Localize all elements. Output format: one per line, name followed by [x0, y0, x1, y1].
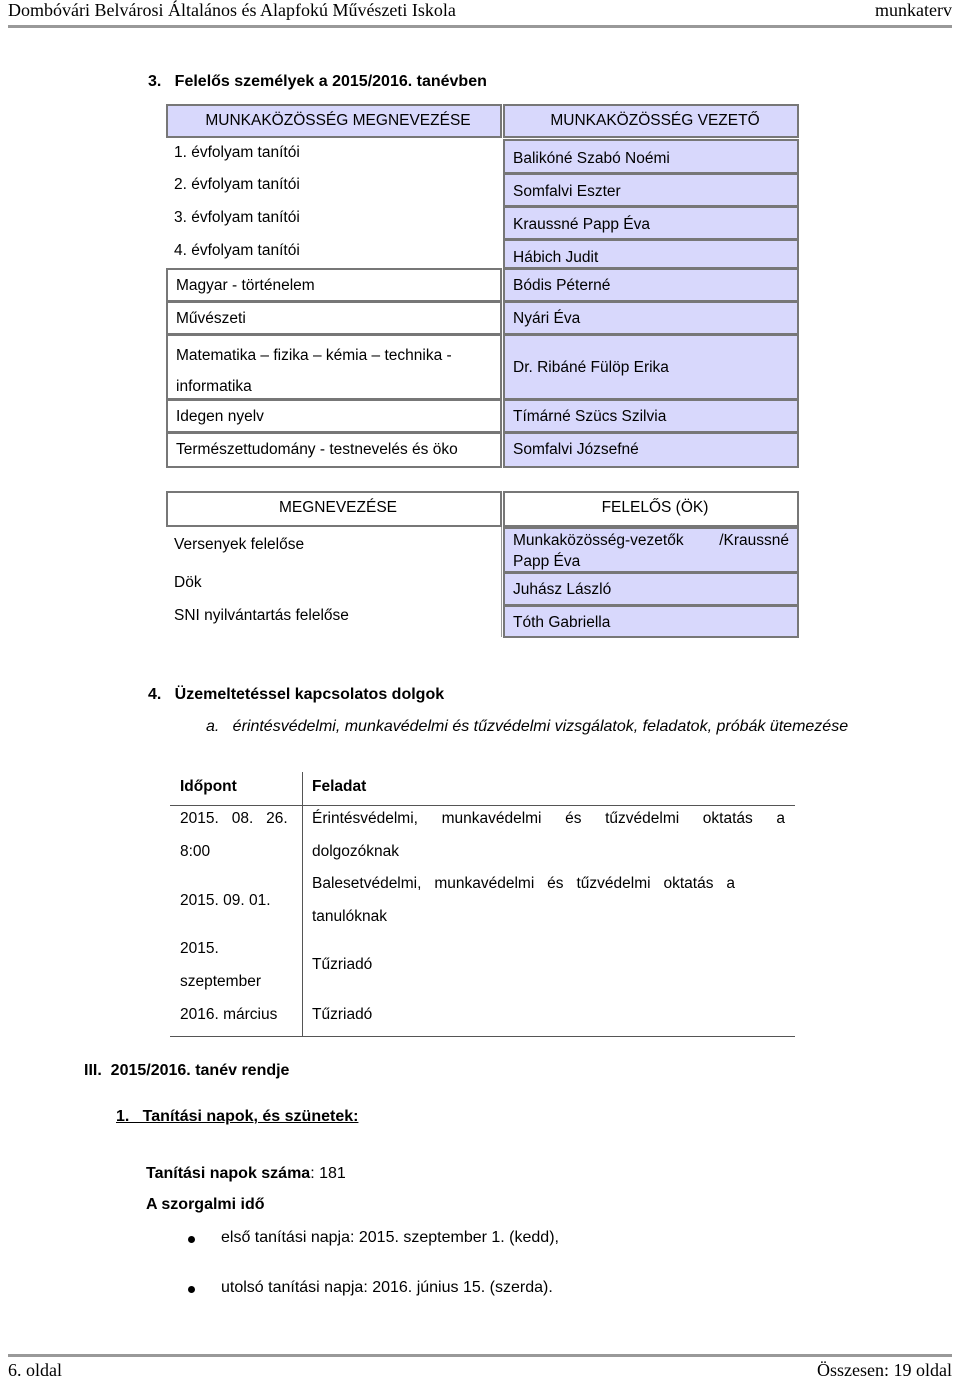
section-4-subtitle: a. érintésvédelmi, munkavédelmi és tűzvédelmi vizsgálatok, feladatok, próbák ütemezése [206, 718, 849, 735]
table-cell-task: Érintésvédelmi, munkavédelmi és tűzvédelmi oktatás a [312, 810, 785, 827]
row-divider [170, 1036, 795, 1037]
table-row: Idegen nyelv [166, 399, 502, 433]
table-row: Magyar - történelem [166, 268, 502, 302]
row-divider [170, 805, 795, 806]
subsection-title: 1. Tanítási napok, és szünetek: [116, 1108, 359, 1125]
table-row: 2. évfolyam tanítói [166, 172, 496, 198]
column-divider [501, 527, 502, 637]
table-row: Dök [166, 569, 496, 597]
page-total: Összesen: 19 oldal [817, 1360, 952, 1380]
table-cell-task: Balesetvédelmi, munkavédelmi és tűzvédelmi oktatás a [312, 875, 735, 892]
table-row [166, 334, 502, 400]
table-cell-date: 8:00 [180, 843, 211, 860]
table-cell-leader: Hábich Judit [503, 239, 799, 269]
school-name: Dombóvári Belvárosi Általános és Alapfokú Művészeti Iskola [8, 0, 456, 20]
table-row: SNI nyilvántartás felelőse [166, 602, 496, 630]
column-divider [302, 772, 303, 1037]
table-cell-date: 2015. [180, 940, 219, 957]
table-cell-leader: Nyári Éva [503, 301, 799, 335]
table-cell-leader: Tímárné Szücs Szilvia [503, 399, 799, 433]
table-cell-responsible: Tóth Gabriella [503, 605, 799, 638]
schedule-table [170, 772, 795, 1037]
school-period-title: A szorgalmi idő [146, 1196, 265, 1213]
table-cell-leader: Balikóné Szabó Noémi [503, 139, 799, 174]
col-header-task: Feladat [312, 778, 367, 795]
table-cell-task: Tűzriadó [312, 956, 373, 973]
bullet-icon [188, 1286, 195, 1293]
table-cell-responsible: Juhász László [503, 572, 799, 606]
table-row: 1. évfolyam tanítói [166, 140, 496, 166]
table-cell: Papp Éva [513, 553, 581, 570]
col-header-name: MEGNEVEZÉSE [166, 491, 502, 527]
document-type: munkaterv [875, 0, 952, 20]
table-cell: /Kraussné [719, 532, 789, 549]
col-header-leader: MUNKAKÖZÖSSÉG VEZETŐ [503, 104, 799, 138]
table-cell-date: 2015. 08. 26. [180, 810, 288, 827]
table-cell: Munkaközösség-vezetők [513, 532, 684, 549]
table-cell-leader: Bódis Péterné [503, 268, 799, 302]
section-4-title: 4. Üzemeltetéssel kapcsolatos dolgok [148, 686, 445, 703]
list-item: első tanítási napja: 2015. szeptember 1. (kedd), [221, 1229, 559, 1246]
table-cell-date: 2015. 09. 01. [180, 892, 271, 909]
table-row: Művészeti [166, 301, 502, 335]
section-3-title: 3. Felelős személyek a 2015/2016. tanévben [148, 73, 487, 90]
teaching-days-value: : 181 [310, 1165, 346, 1182]
table-row: 3. évfolyam tanítói [166, 205, 496, 231]
table-cell-date: szeptember [180, 973, 261, 990]
table-row: Versenyek felelőse [166, 530, 496, 560]
header-rule [8, 25, 952, 28]
table-cell-leader: Dr. Ribáné Fülöp Erika [503, 334, 799, 400]
table-cell: informatika [176, 378, 252, 395]
table-cell-leader: Somfalvi Józsefné [503, 432, 799, 468]
table-row: 4. évfolyam tanítói [166, 238, 496, 264]
table-cell-responsible [503, 527, 799, 573]
section-III-title: III. 2015/2016. tanév rendje [84, 1062, 290, 1079]
col-header-date: Időpont [180, 778, 237, 795]
bullet-icon [188, 1236, 195, 1243]
page-header [8, 0, 952, 26]
table-cell-leader: Kraussné Papp Éva [503, 206, 799, 240]
page-number: 6. oldal [8, 1360, 62, 1380]
table-cell-task: dolgozóknak [312, 843, 400, 860]
table-cell-task: tanulóknak [312, 908, 387, 925]
footer-rule [8, 1354, 952, 1357]
table-cell-date: 2016. március [180, 1006, 278, 1023]
table-cell-leader: Somfalvi Eszter [503, 173, 799, 207]
list-item: utolsó tanítási napja: 2016. június 15. (szerda). [221, 1279, 553, 1296]
teaching-days [146, 1165, 346, 1183]
table-cell-task: Tűzriadó [312, 1006, 373, 1023]
table-cell: Matematika – fizika – kémia – technika - [176, 347, 452, 364]
teaching-days-label: Tanítási napok száma [146, 1165, 311, 1182]
col-header-name: MUNKAKÖZÖSSÉG MEGNEVEZÉSE [166, 104, 502, 138]
col-header-responsible: FELELŐS (ÖK) [503, 491, 799, 527]
table-row: Természettudomány - testnevelés és öko [166, 432, 502, 468]
